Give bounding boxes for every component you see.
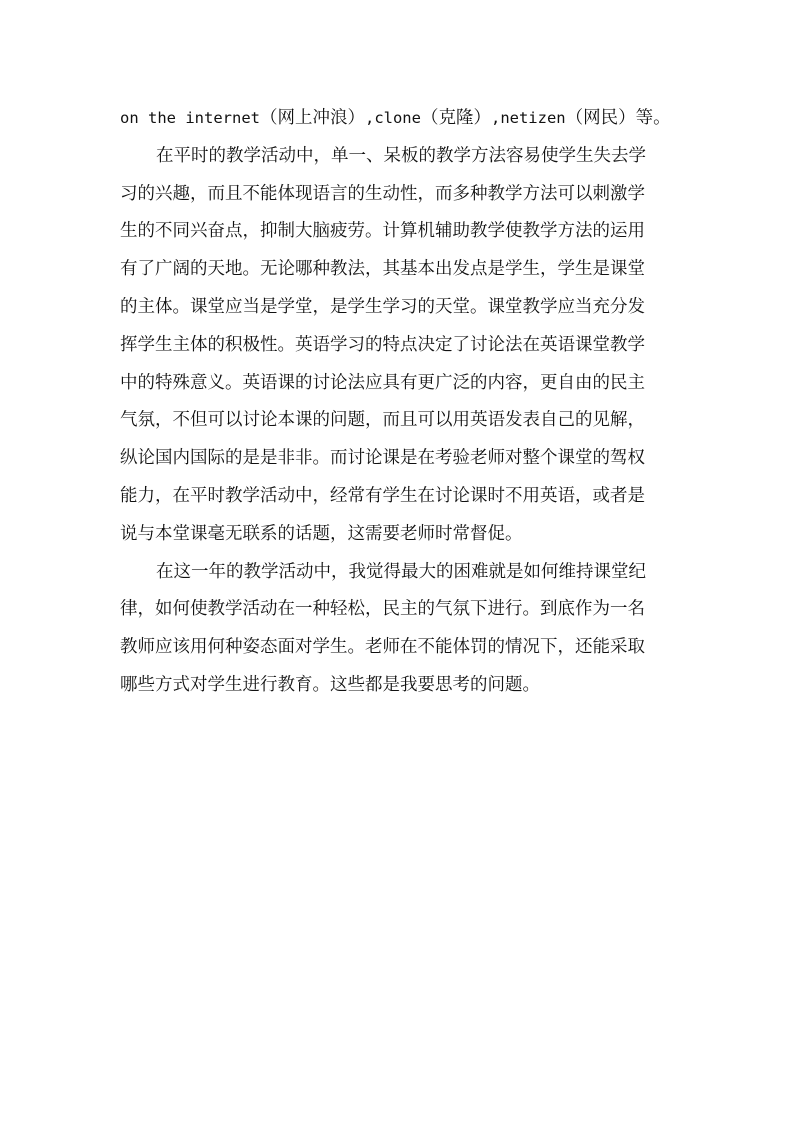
paragraph-2-line: 中的特殊意义。英语课的讨论法应具有更广泛的内容，更自由的民主 bbox=[120, 372, 645, 393]
paragraph-2 bbox=[120, 138, 680, 554]
term-netizen: ,netizen bbox=[490, 109, 566, 127]
paragraph-2-line: 的主体。课堂应当是学堂，是学生学习的天堂。课堂教学应当充分发 bbox=[120, 296, 645, 317]
term-on-the-internet: on the internet bbox=[120, 109, 260, 127]
paragraph-2-line: 生的不同兴奋点，抑制大脑疲劳。计算机辅助教学使教学方法的运用 bbox=[120, 221, 645, 242]
paragraph-1-line-1 bbox=[120, 100, 680, 138]
term-netizen-translation: （网民）等。 bbox=[565, 108, 671, 128]
paragraph-3-line: 教师应该用何种姿态面对学生。老师在不能体罚的情况下，还能采取 bbox=[120, 637, 645, 658]
paragraph-2-line: 习的兴趣，而且不能体现语言的生动性，而多种教学方法可以刺激学 bbox=[120, 183, 645, 204]
paragraph-2-line: 纵论国内国际的是是非非。而讨论课是在考验老师对整个课堂的驾权 bbox=[120, 448, 645, 469]
paragraph-2-line: 在平时的教学活动中，单一、呆板的教学方法容易使学生失去学 bbox=[156, 145, 646, 166]
term-clone: ,clone bbox=[364, 109, 421, 127]
paragraph-3 bbox=[120, 554, 680, 705]
paragraph-2-line: 能力，在平时教学活动中，经常有学生在讨论课时不用英语，或者是 bbox=[120, 485, 645, 506]
paragraph-2-line: 说与本堂课毫无联系的话题，这需要老师时常督促。 bbox=[120, 523, 523, 544]
term-clone-translation: （克隆） bbox=[420, 108, 491, 128]
paragraph-3-line: 在这一年的教学活动中，我觉得最大的困难就是如何维持课堂纪 bbox=[156, 561, 646, 582]
paragraph-2-line: 有了广阔的天地。无论哪种教法，其基本出发点是学生，学生是课堂 bbox=[120, 259, 645, 280]
term-on-the-internet-translation: （网上冲浪） bbox=[259, 108, 365, 128]
paragraph-3-line: 哪些方式对学生进行教育。这些都是我要思考的问题。 bbox=[120, 674, 540, 695]
paragraph-2-line: 气氛，不但可以讨论本课的问题，而且可以用英语发表自己的见解， bbox=[120, 410, 645, 431]
paragraph-2-line: 挥学生主体的积极性。英语学习的特点决定了讨论法在英语课堂教学 bbox=[120, 334, 645, 355]
paragraph-3-line: 律，如何使教学活动在一种轻松，民主的气氛下进行。到底作为一名 bbox=[120, 599, 645, 620]
document-body bbox=[120, 100, 680, 705]
